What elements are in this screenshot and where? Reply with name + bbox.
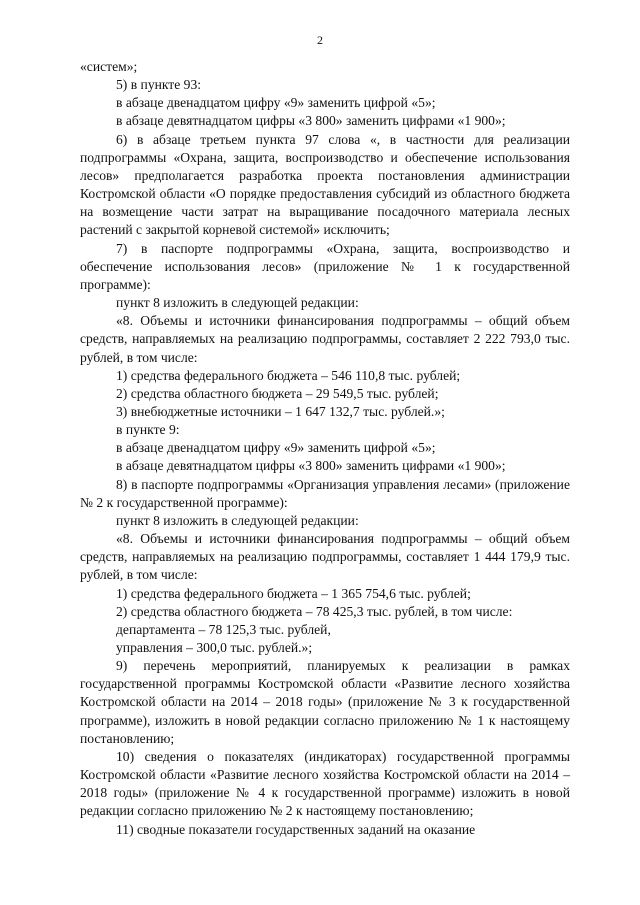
paragraph: управления – 300,0 тыс. рублей.»; <box>116 640 313 655</box>
paragraph: 10) сведения о показателях (индикаторах) государственной программы Костромской области «Развитие лесного хозяйства Костромской области на 2014 – 2018 годы» (приложение № 4 к государственной программе) изложить в новой редакции согласно приложению № 2 к настоящему постановлению; <box>80 748 570 819</box>
paragraph: 3) внебюджетные источники – 1 647 132,7 тыс. рублей.»; <box>116 403 445 419</box>
paragraph: в абзаце двенадцатом цифру «9» заменить цифрой «5»; <box>116 95 436 111</box>
paragraph: 5) в пункте 93: <box>116 77 202 93</box>
paragraph: департамента – 78 125,3 тыс. рублей, <box>116 621 331 637</box>
document-body <box>80 58 570 839</box>
paragraph: пункт 8 изложить в следующей редакции: <box>116 295 359 311</box>
paragraph: 6) в абзаце третьем пункта 97 слова «, в частности для реализации подпрограммы «Охрана, защита, воспроизводство и обеспечение использования лесов» предполагается разработка проекта постановления администрации Костромской области «О порядке предоставления субсидий из областного бюджета на возмещение части затрат на выращивание посадочного материала лесных растений с закрытой корневой системой» исключить; <box>80 131 570 238</box>
paragraph: «8. Объемы и источники финансирования подпрограммы – общий объем средств, направляемых на реализацию подпрограммы, составляет 2 222 793,0 тыс. рублей, в том числе: <box>80 313 570 365</box>
paragraph: 1) средства федерального бюджета – 1 365 754,6 тыс. рублей; <box>116 585 471 601</box>
paragraph: пункт 8 изложить в следующей редакции: <box>116 512 359 528</box>
paragraph: 2) средства областного бюджета – 78 425,3 тыс. рублей, в том числе: <box>116 603 513 619</box>
paragraph: «систем»; <box>80 59 138 74</box>
paragraph: в абзаце двенадцатом цифру «9» заменить цифрой «5»; <box>116 440 436 456</box>
page-number: 2 <box>317 33 323 47</box>
paragraph: 2) средства областного бюджета – 29 549,5 тыс. рублей; <box>116 385 439 401</box>
paragraph: в пункте 9: <box>116 422 180 438</box>
paragraph: 1) средства федерального бюджета – 546 110,8 тыс. рублей; <box>116 367 461 383</box>
paragraph: 9) перечень мероприятий, планируемых к реализации в рамках государственной программы Костромской области «Развитие лесного хозяйства Костромской области на 2014 – 2018 годы» (приложение № 3 к государственной программе), изложить в новой редакции согласно приложению № 1 к настоящему постановлению; <box>80 658 570 746</box>
paragraph: в абзаце девятнадцатом цифры «3 800» заменить цифрами «1 900»; <box>116 458 506 474</box>
paragraph: в абзаце девятнадцатом цифры «3 800» заменить цифрами «1 900»; <box>116 113 506 129</box>
paragraph: 7) в паспорте подпрограммы «Охрана, защита, воспроизводство и обеспечение использования лесов» (приложение № 1 к государственной программе): <box>80 240 570 292</box>
paragraph: 8) в паспорте подпрограммы «Организация управления лесами» (приложение № 2 к государственной программе): <box>80 476 570 510</box>
paragraph: «8. Объемы и источники финансирования подпрограммы – общий объем средств, направляемых на реализацию подпрограммы, составляет 1 444 179,9 тыс. рублей, в том числе: <box>80 531 570 583</box>
paragraph: 11) сводные показатели государственных заданий на оказание <box>116 821 476 837</box>
